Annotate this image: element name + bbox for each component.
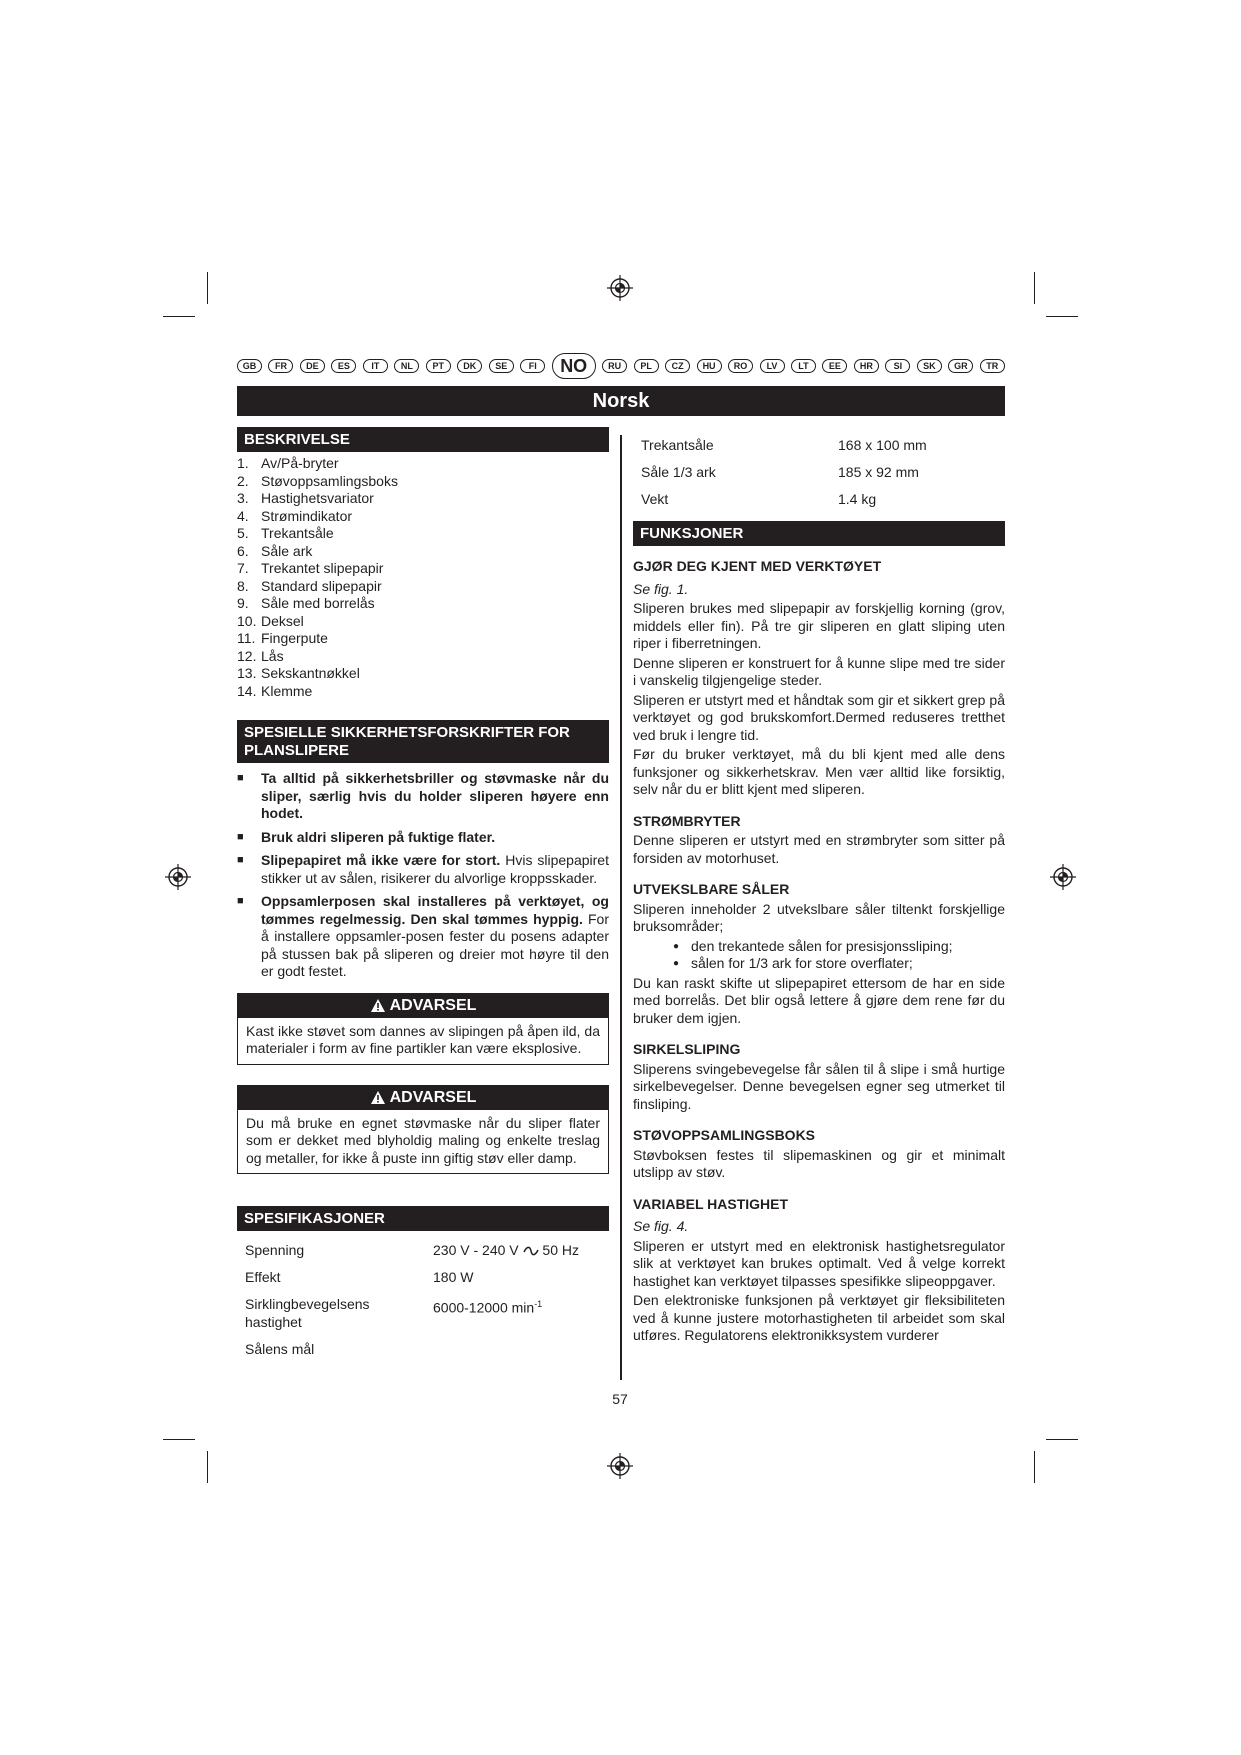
item-number: 10. [237,612,257,629]
list-item [237,490,609,508]
paragraph: Før du bruker verktøyet, må du bli kjent med alle dens funksjoner og sikkerhetskrav. Men vær alltid like forsiktig, selv når du er blitt kjent med sliperen. [633,746,1005,797]
item-number: 5. [237,525,249,541]
language-badge-it: IT [363,359,388,373]
square-bullet-icon: ■ [237,854,244,866]
crop-mark [163,316,195,317]
alternating-current-icon [523,1246,539,1256]
dot-bullet-icon: ● [672,958,679,969]
registration-mark-icon [607,1453,633,1479]
paragraph: Denne sliperen er konstruert for å kunne slipe med tre sider i vanskelig tilgjengelige steder. [633,654,1005,688]
item-label: Såle med borrelås [261,595,375,611]
language-badge-lt: LT [791,359,816,373]
item-label: Deksel [261,612,304,629]
registration-mark-icon [165,864,191,890]
spec-key: Sirklingbevegelsens hastighet [245,1296,370,1330]
bullet-text-bold: Slipepapiret må ikke være for stort. [261,852,501,868]
spec-key: Effekt [245,1269,281,1285]
list-item [237,683,609,701]
paragraph: Sliperen brukes med slipepapir av forskjellig korning (grov, middels eller fin). På tre gir sliperen en glatt sliping uten riper i fiberretningen. [633,600,1005,651]
spec-value: 185 x 92 mm [838,464,919,480]
figure-reference: Se fig. 1. [633,580,689,597]
list-item [237,829,609,847]
crop-mark [207,272,208,304]
page-number: 57 [612,1391,628,1407]
description-list [237,455,609,700]
language-badge-ee: EE [822,359,847,373]
subsection-title: STRØMBRYTER [633,812,741,829]
language-badge-es: ES [331,359,356,373]
page-title-bar [237,386,1005,416]
list-item [237,455,609,473]
warning-triangle-icon [370,1090,386,1105]
item-label: Støvoppsamlingsboks [261,472,398,489]
table-row [633,463,1005,490]
table-row [633,436,1005,463]
list-item [237,525,609,543]
list-item [237,595,609,613]
table-row [237,1295,609,1340]
spec-value: 230 V - 240 V 50 Hz [433,1242,579,1258]
warning-text: Kast ikke støvet som dannes av slipingen på åpen ild, da materialer i form av fine partikler kan være eksplosive. [246,1022,600,1056]
language-badge-sk: SK [917,359,942,373]
column-divider [620,435,622,1380]
spec-key: Vekt [641,491,669,507]
spec-table-continued [633,436,1005,517]
crop-mark [163,1439,195,1440]
section-heading: FUNKSJONER [633,521,1005,546]
language-badge-gr: GR [948,359,973,373]
list-item [237,665,609,683]
spec-key: Sålens mål [245,1341,315,1357]
item-label: Klemme [261,682,313,699]
language-badge-nl: NL [394,359,419,373]
bullet-text: Hvis slipepapiret stikker ut av sålen, risikerer du alvorlige kroppsskader. [261,852,609,886]
subsection-title: GJØR DEG KJENT MED VERKTØYET [633,558,882,574]
language-selector [237,354,1005,378]
table-row [633,490,1005,517]
bullet-text-bold: Oppsamlerposen skal installeres på verktøyet, og tømmes regelmessig. Den skal tømmes hyppig. [261,893,609,927]
warning-box [237,993,609,1065]
list-item [237,543,609,561]
warning-header [238,1086,608,1110]
bullet-text-bold: Bruk aldri sliperen på fuktige flater. [261,828,496,845]
paragraph: Sliperens svingebevegelse får sålen til å slipe i små hurtige sirkelbevegelser. Denne bevegelsen egner seg utmerket til finsliping. [633,1060,1005,1112]
square-bullet-icon: ■ [237,895,244,907]
warning-box [237,1085,609,1175]
list-item [237,852,609,887]
paragraph: Sliperen er utstyrt med en elektronisk hastighetsregulator slik at verktøyet kan brukes optimalt. Ved å velge korrekt hastighet kan verktøyet tilpasses spesifikke slipeoppgaver. [633,1237,1005,1289]
language-badge-ru: RU [602,359,627,373]
language-badge-pl: PL [634,359,659,373]
spec-value: 168 x 100 mm [838,437,927,453]
warning-header [238,994,608,1018]
language-badge-se: SE [489,359,514,373]
warning-text: Du må bruke en egnet støvmaske når du sliper flater som er dekket med blyholdig maling og enkelte treslag og metaller, for ikke å puste inn giftig støv eller damp. [246,1114,600,1166]
list-item [237,770,609,823]
list-item [237,473,609,491]
item-number: 11. [237,630,256,646]
right-column [633,436,1005,1345]
list-item [237,613,609,631]
bullet-text: For å installere oppsamler-posen fester du posens adapter på stussen bak på sliperen og dreier mot høyre til den er godt festet. [261,910,609,979]
item-label: Av/På-bryter [261,455,339,471]
list-item [237,578,609,596]
item-label: Fingerpute [261,630,328,646]
spec-key: Spenning [245,1242,305,1258]
registration-mark-icon [1050,864,1076,890]
list-item [237,560,609,578]
item-label: Trekantsåle [261,525,334,541]
item-number: 6. [237,542,249,559]
language-badge-tr: TR [980,359,1005,373]
item-label: Standard slipepapir [261,577,382,594]
item-number: 8. [237,577,249,594]
square-bullet-icon: ■ [237,772,244,784]
subsection-title: VARIABEL HASTIGHET [633,1195,789,1212]
crop-mark [1046,316,1078,317]
item-label: Strømindikator [261,507,353,524]
paragraph: Denne sliperen er utstyrt med en strømbryter som sitter på forsiden av motorhuset. [633,832,1005,866]
dot-bullet-icon: ● [672,940,679,952]
spec-value: 180 W [433,1269,474,1285]
table-row [237,1340,609,1367]
item-number: 12. [237,647,257,664]
item-label: Hastighetsvariator [261,490,374,506]
warning-title: ADVARSEL [389,996,477,1014]
language-badge-lv: LV [760,359,785,373]
language-badge-cz: CZ [665,359,690,373]
subsection-title: UTVEKSLBARE SÅLER [633,881,790,897]
list-item [237,508,609,526]
item-number: 3. [237,490,249,506]
subsection-title: SIRKELSLIPING [633,1041,741,1057]
crop-mark [1046,1439,1078,1440]
item-number: 13. [237,665,257,681]
warning-triangle-icon [370,998,386,1013]
item-label: Sekskantnøkkel [261,665,360,681]
left-column [237,427,609,1367]
item-label: Lås [261,647,284,664]
crop-mark [1034,1451,1035,1483]
language-badge-fr: FR [268,359,293,373]
list-item: ● den trekantede sålen for presisjonssliping; [633,938,1005,956]
square-bullet-icon: ■ [237,830,244,843]
section-heading: BESKRIVELSE [237,427,609,452]
section-heading: SPESIELLE SIKKERHETSFORSKRIFTER FOR PLANSLIPERE [237,720,609,763]
paragraph: Sliperen er utstyrt med et håndtak som gir et sikkert grep på verktøyet og god brukskomfort.Dermed reduseres tretthet ved bruk i lengre tid. [633,691,1005,743]
section-heading: SPESIFIKASJONER [237,1206,609,1231]
crop-mark [1034,272,1035,304]
bullet-list [633,938,1005,973]
subsection-title: STØVOPPSAMLINGSBOKS [633,1127,816,1143]
page-title: Norsk [592,389,650,412]
list-item [237,648,609,666]
registration-mark-icon [607,275,633,301]
list-item: ● sålen for 1/3 ark for store overflater; [633,955,1005,973]
warning-title: ADVARSEL [389,1088,477,1106]
spec-value: 6000-12000 $\min^{-1}$ [433,1299,543,1316]
language-badge-gb: GB [237,359,262,373]
language-badge-de: DE [300,359,325,373]
paragraph: Den elektroniske funksjonen på verktøyet gir fleksibiliteten ved å kunne justere motorhastigheten til arbeidet som skal utføres. Regulatorens elektronikksystem vurderer [633,1292,1005,1343]
item-number: 14. [237,682,257,699]
language-badge-hr: HR [854,359,879,373]
language-badge-pt: PT [426,359,451,373]
language-badge-hu: HU [697,359,722,373]
spec-key: Trekantsåle [641,437,714,453]
paragraph: Støvboksen festes til slipemaskinen og gir et minimalt utslipp av støv. [633,1146,1005,1180]
language-badge-fi: FI [520,359,545,373]
list-item [237,630,609,648]
item-label: Såle ark [261,542,313,559]
list-item [237,893,609,981]
spec-table [237,1241,609,1367]
table-row [237,1268,609,1295]
item-number: 9. [237,595,249,611]
spec-value: 1.4 kg [838,491,877,507]
item-number: 4. [237,507,249,524]
spec-key: Såle 1/3 ark [641,464,716,480]
item-label: Trekantet slipepapir [261,560,384,576]
safety-list [237,770,609,981]
language-badge-ro: RO [728,359,753,373]
item-number: 1. [237,455,249,471]
item-number: 2. [237,472,249,489]
bullet-text-bold: Ta alltid på sikkerhetsbriller og støvmaske når du sliper, særlig hvis du holder sliperen høyere enn hodet. [261,770,609,821]
paragraph: Du kan raskt skifte ut slipepapiret ettersom de har en side med borrelås. Det blir også lettere å gjøre dem rene før du bruker dem igjen. [633,974,1005,1026]
crop-mark [207,1451,208,1483]
item-number: 7. [237,560,249,576]
language-badge-si: SI [885,359,910,373]
figure-reference: Se fig. 4. [633,1218,689,1234]
table-row [237,1241,609,1268]
language-badge-dk: DK [457,359,482,373]
paragraph: Sliperen inneholder 2 utvekslbare såler tiltenkt forskjellige bruksområder; [633,900,1005,934]
language-badge-no: NO [552,353,596,379]
